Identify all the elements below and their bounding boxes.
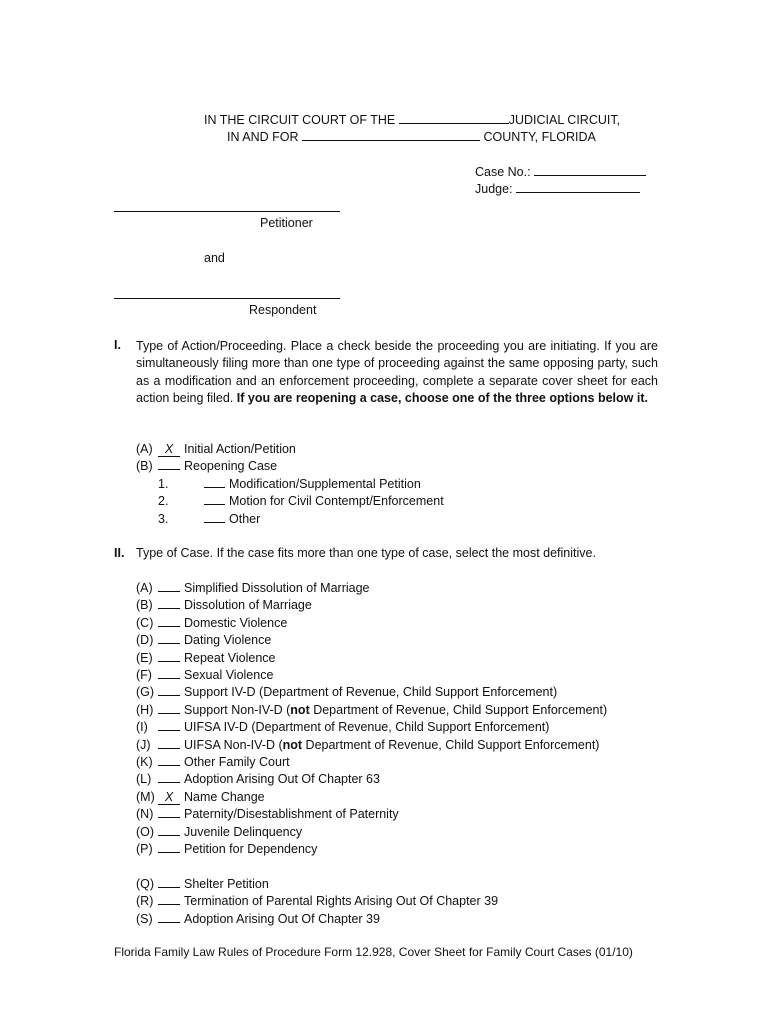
checkbox-blank[interactable]	[158, 661, 180, 662]
court-heading-prefix: IN THE CIRCUIT COURT OF THE	[204, 113, 396, 127]
court-heading-line1	[204, 112, 620, 127]
option-text: Motion for Civil Contempt/Enforcement	[229, 494, 444, 509]
option-row	[136, 580, 370, 597]
option-label: (K)	[136, 755, 153, 769]
option-text: Other	[229, 511, 261, 526]
option-row	[136, 719, 549, 736]
judge-field[interactable]	[516, 181, 640, 193]
option-label: (D)	[136, 633, 154, 648]
section2-text: Type of Case. If the case fits more than one type of case, select the most definitive.	[136, 546, 596, 560]
checkbox-blank[interactable]	[158, 608, 180, 609]
case-number-row	[475, 164, 646, 179]
checkbox-blank[interactable]	[158, 887, 180, 888]
option-row	[136, 737, 599, 754]
option-text: UIFSA IV-D (Department of Revenue, Child Support Enforcement)	[184, 720, 550, 735]
option-text: Dissolution of Marriage	[184, 598, 312, 613]
option-row	[136, 597, 312, 614]
option-row	[136, 702, 607, 719]
checkbox-blank[interactable]	[158, 591, 180, 592]
county-blank[interactable]	[302, 129, 480, 141]
option-text: Juvenile Delinquency	[184, 824, 303, 839]
checkbox-blank[interactable]	[158, 904, 180, 905]
checkbox-blank[interactable]	[158, 678, 180, 679]
section2-number: II.	[114, 546, 125, 560]
option-row	[136, 841, 317, 858]
option-row	[136, 650, 276, 667]
option-label: (N)	[136, 807, 154, 822]
option-row	[136, 615, 287, 632]
option-text-post: Department of Revenue, Child Support Enforcement)	[309, 702, 608, 717]
checkbox-blank[interactable]	[204, 504, 225, 505]
option-label: (P)	[136, 842, 153, 856]
option-text: Petition for Dependency	[184, 842, 318, 856]
option-label: (A)	[136, 442, 153, 456]
option-label: (I)	[136, 720, 148, 735]
option-row	[136, 754, 290, 771]
option-text-pre: UIFSA Non-IV-D (	[184, 737, 283, 752]
option-text-post: Department of Revenue, Child Support Enforcement)	[302, 737, 600, 752]
option-label: (Q)	[136, 877, 155, 891]
option-text-pre: Support Non-IV-D (	[184, 702, 291, 717]
option-row	[136, 893, 498, 910]
case-number-label: Case No.:	[475, 165, 531, 179]
option-label: (R)	[136, 894, 154, 909]
judge-row	[475, 181, 640, 196]
section1-text	[136, 338, 658, 407]
checkbox-blank[interactable]	[158, 835, 180, 836]
option-row	[136, 876, 269, 893]
option-row	[136, 458, 277, 475]
option-text: Initial Action/Petition	[184, 442, 296, 456]
suboption-row	[158, 476, 421, 493]
option-label: (J)	[136, 737, 151, 752]
option-text: Repeat Violence	[184, 650, 276, 665]
option-label: (L)	[136, 772, 152, 787]
option-label: (E)	[136, 650, 153, 665]
option-text: Name Change	[184, 789, 265, 804]
judge-label: Judge:	[475, 182, 513, 196]
option-row	[136, 684, 557, 701]
petitioner-label: Petitioner	[260, 216, 313, 230]
option-text: Paternity/Disestablishment of Paternity	[184, 807, 399, 822]
option-text: Simplified Dissolution of Marriage	[184, 581, 370, 595]
county-prefix: IN AND FOR	[227, 130, 299, 144]
option-row	[136, 806, 399, 823]
circuit-blank[interactable]	[399, 112, 509, 124]
court-heading-suffix: JUDICIAL CIRCUIT,	[508, 113, 621, 127]
county-suffix: COUNTY, FLORIDA	[483, 130, 596, 144]
option-label: (C)	[136, 615, 154, 630]
option-label: (B)	[136, 598, 153, 613]
checkbox-blank[interactable]	[158, 626, 180, 627]
option-label: (A)	[136, 581, 153, 595]
option-text: Support IV-D (Department of Revenue, Child Support Enforcement)	[184, 685, 558, 700]
checkbox-blank[interactable]: X	[158, 791, 180, 805]
checkbox-blank[interactable]	[158, 817, 180, 818]
option-label: (G)	[136, 685, 155, 700]
checkbox-blank[interactable]	[158, 643, 180, 644]
option-text: Modification/Supplemental Petition	[229, 477, 421, 491]
option-label: (M)	[136, 789, 155, 804]
and-label: and	[204, 251, 225, 265]
section1-bold-instructions: If you are reopening a case, choose one of the three options below it.	[236, 390, 648, 405]
option-text: Other Family Court	[184, 755, 290, 769]
option-text: Termination of Parental Rights Arising Out Of Chapter 39	[184, 894, 499, 909]
option-label: 2.	[158, 494, 169, 509]
option-row	[136, 911, 380, 928]
checkbox-blank[interactable]	[158, 713, 180, 714]
option-text: Dating Violence	[184, 633, 272, 648]
court-heading-line2	[227, 129, 596, 144]
checkbox-blank[interactable]	[204, 487, 225, 488]
option-text: Adoption Arising Out Of Chapter 39	[184, 911, 380, 926]
option-label: (H)	[136, 702, 154, 717]
option-row	[136, 789, 265, 806]
option-text: Domestic Violence	[184, 615, 288, 630]
respondent-label: Respondent	[249, 303, 317, 317]
checkbox-blank[interactable]	[204, 522, 225, 523]
option-label: (B)	[136, 459, 153, 474]
checkbox-blank[interactable]	[158, 765, 180, 766]
option-row	[136, 632, 271, 649]
checkbox-blank[interactable]: X	[158, 443, 180, 457]
checkbox-blank[interactable]	[158, 695, 180, 696]
checkbox-blank[interactable]	[158, 748, 180, 749]
option-text: Reopening Case	[184, 459, 278, 474]
option-row	[136, 771, 380, 788]
option-text: Adoption Arising Out Of Chapter 63	[184, 772, 380, 787]
checkbox-blank[interactable]	[158, 782, 180, 783]
option-label: 1.	[158, 477, 169, 491]
option-row	[136, 441, 296, 458]
option-row	[136, 667, 273, 684]
respondent-line[interactable]	[114, 298, 340, 299]
footer-text: Florida Family Law Rules of Procedure Form 12.928, Cover Sheet for Family Court Cases (01/10)	[114, 945, 633, 959]
option-label: (S)	[136, 911, 153, 926]
checkbox-blank[interactable]	[158, 469, 180, 470]
option-label: 3.	[158, 511, 169, 526]
checkbox-blank[interactable]	[158, 922, 180, 923]
checkbox-blank[interactable]	[158, 852, 180, 853]
option-label: (F)	[136, 668, 152, 682]
suboption-row	[158, 493, 444, 510]
option-text-bold: not	[282, 737, 303, 752]
case-number-field[interactable]	[534, 164, 646, 176]
section1-instructions: Type of Action/Proceeding. Place a check beside the proceeding you are initiating. If you are simultaneously filing more than one type of proceeding against the same opposing party, such as a modification and an enforcement proceeding, complete a separate cover sheet for each action being filed.	[136, 339, 658, 405]
petitioner-line[interactable]	[114, 211, 340, 212]
option-text-bold: not	[290, 702, 310, 717]
section1-number: I.	[114, 338, 121, 352]
suboption-row	[158, 511, 260, 528]
option-text: Sexual Violence	[184, 668, 274, 682]
option-row	[136, 824, 302, 841]
option-label: (O)	[136, 824, 155, 839]
checkbox-blank[interactable]	[158, 730, 180, 731]
option-text: Shelter Petition	[184, 877, 269, 891]
